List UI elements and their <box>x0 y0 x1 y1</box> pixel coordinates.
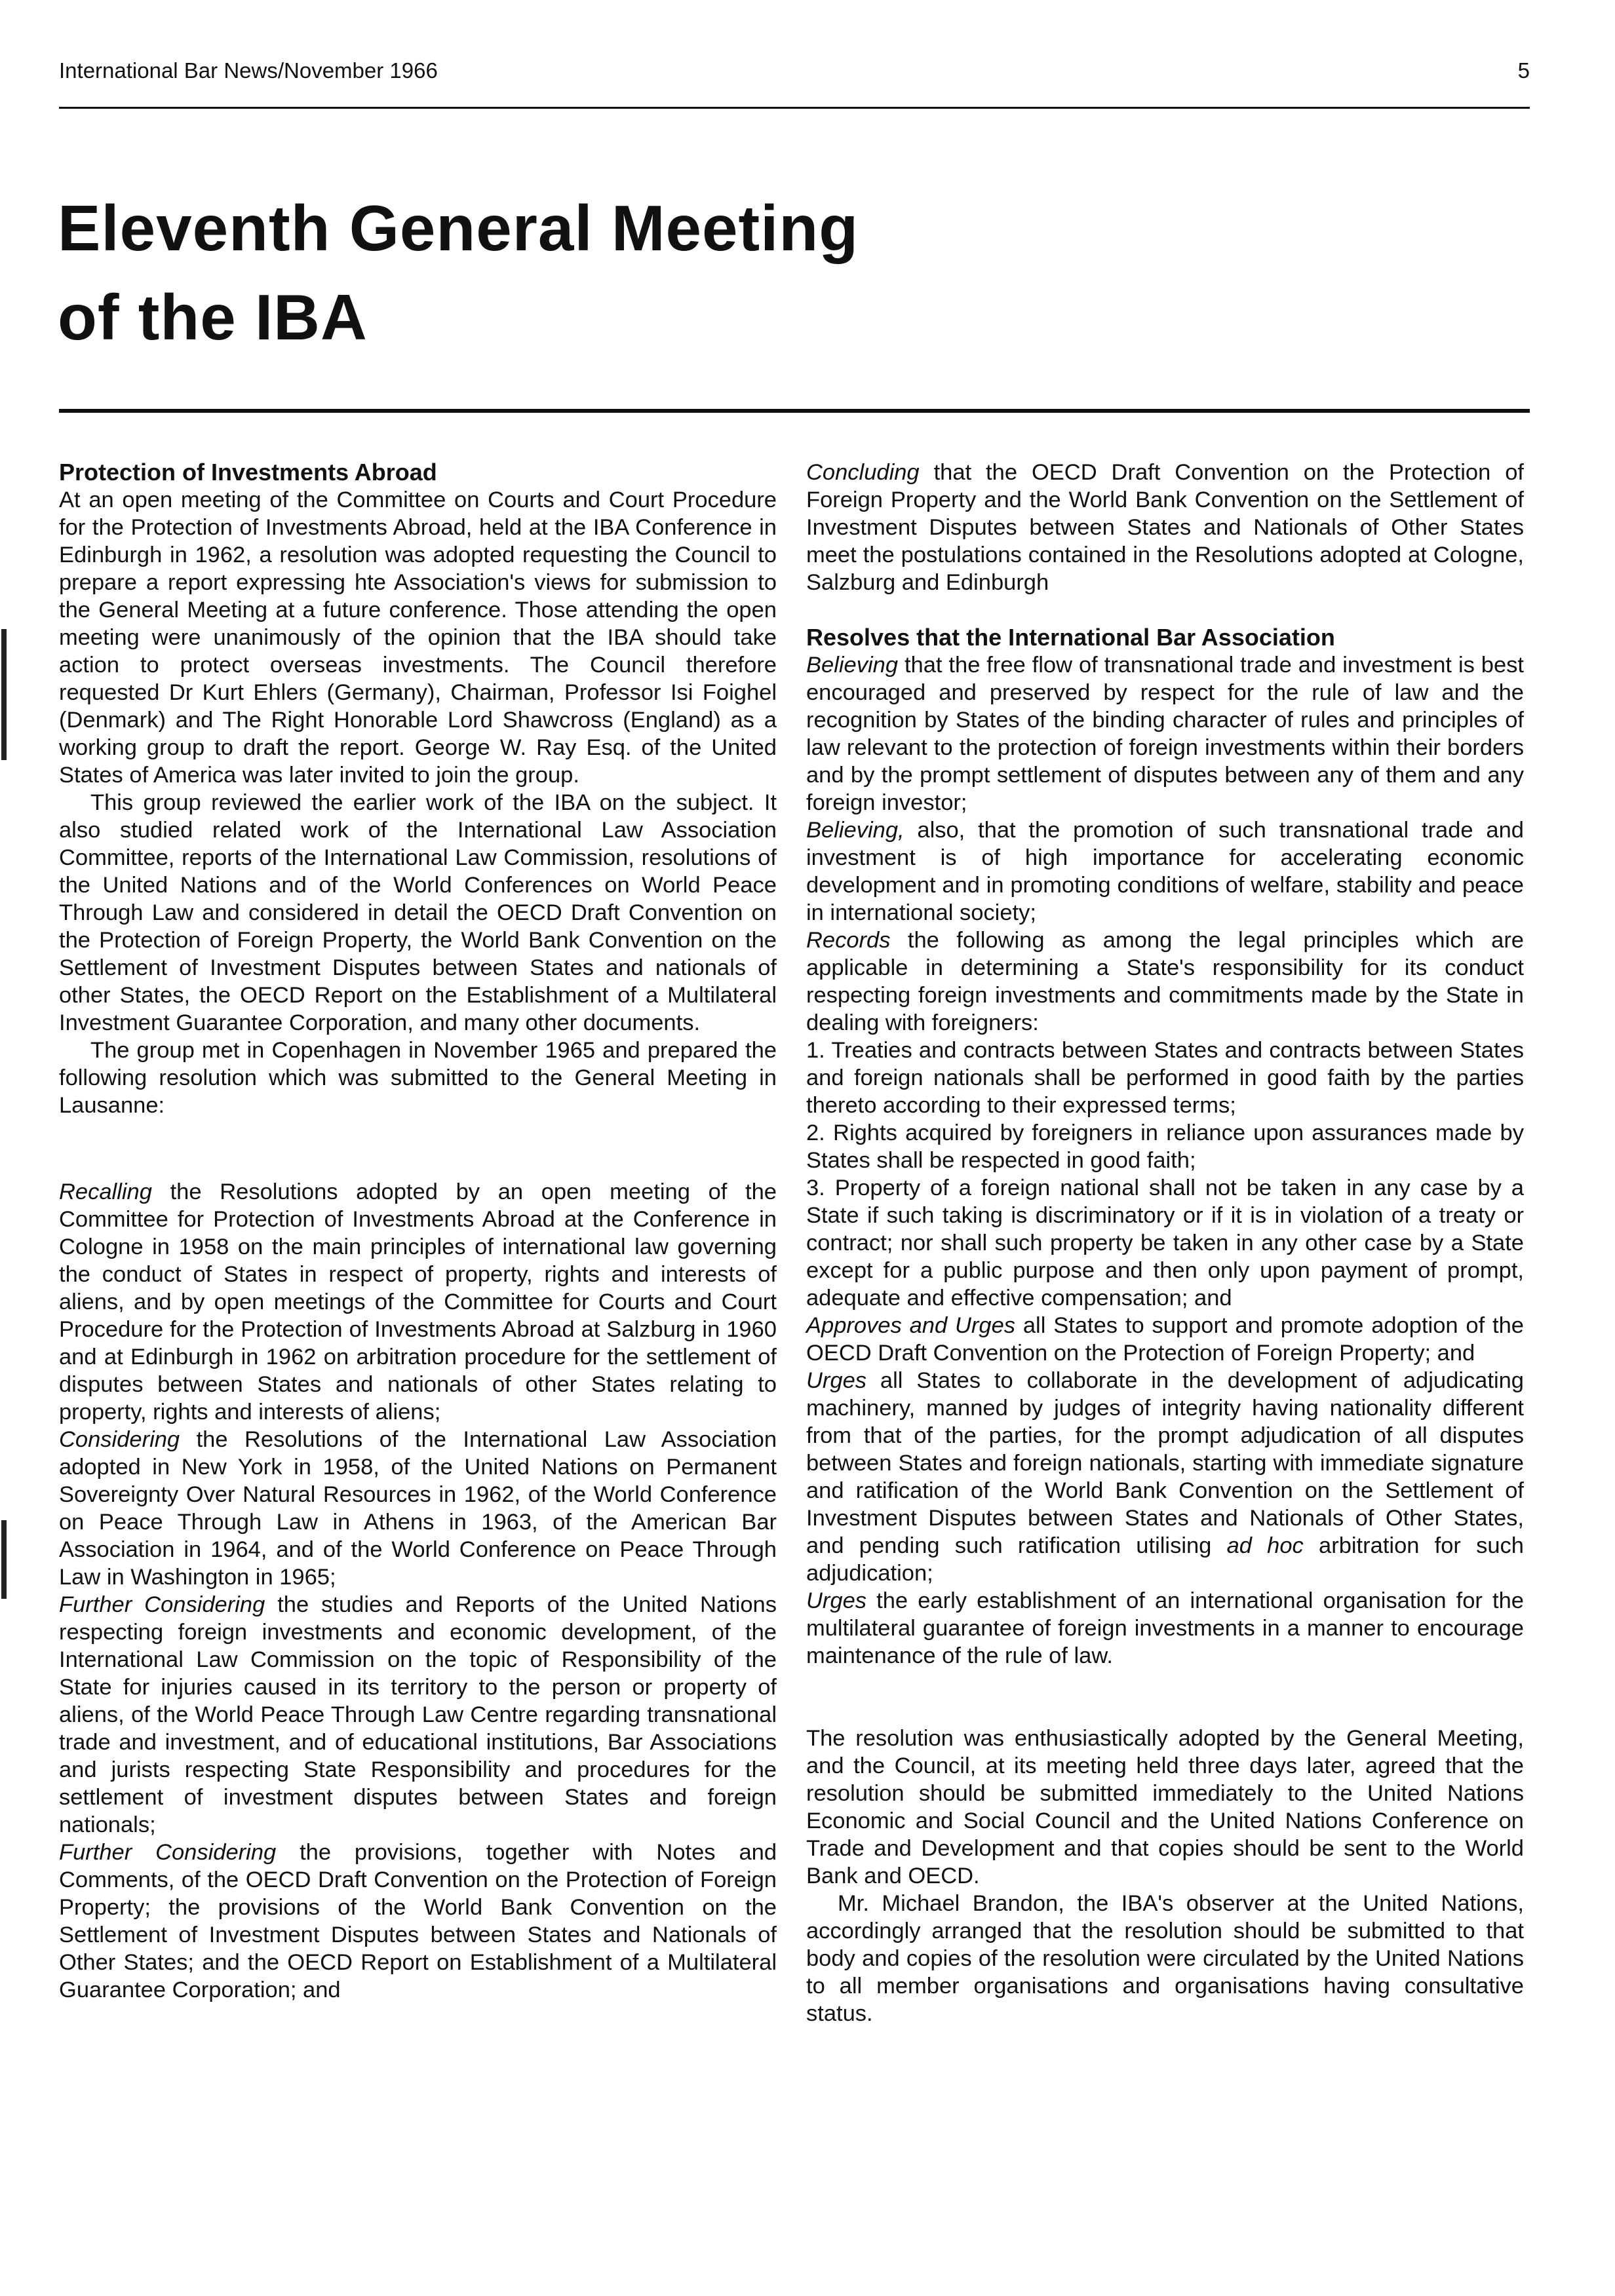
principle-item: 2. Rights acquired by foreigners in reliance upon assurances made by States shall be respected in good faith; <box>806 1120 1524 1173</box>
running-head <box>59 58 1530 84</box>
clause-lead: Approves and Urges <box>806 1313 1016 1338</box>
clause-lead: Concluding <box>806 460 920 485</box>
title-line-1: Eleventh General Meeting <box>58 192 859 264</box>
resolution-clause <box>806 651 1524 816</box>
paragraph: Mr. Michael Brandon, the IBA's observer at the United Nations, accordingly arranged that the resolution should be submitted to that body and copies of the resolution were circulated by the United Nations to all member organisations and organisations having consultative status. <box>806 1891 1524 2026</box>
clause-lead: Further Considering <box>59 1592 265 1617</box>
clause-lead: Recalling <box>59 1179 152 1204</box>
binding-mark <box>1 629 7 760</box>
article-title <box>58 183 1237 362</box>
resolution-clause <box>806 1367 1524 1587</box>
resolution-clause <box>806 816 1524 927</box>
publication-line: International Bar News/November 1966 <box>59 58 438 83</box>
spacer <box>806 1670 1524 1725</box>
clause-lead: Urges <box>806 1588 867 1613</box>
clause-lead: Urges <box>806 1368 867 1393</box>
clause-text: the early establishment of an international organisation for the multilateral guarantee of foreign investments in a manner to encourage maintenance of the rule of law. <box>806 1588 1524 1668</box>
clause-lead: Considering <box>59 1427 180 1452</box>
right-column <box>806 459 1524 2027</box>
clause-text: also, that the promotion of such transnational trade and investment is of high importance for accelerating economic development and in promoting conditions of welfare, stability and peace in international society; <box>806 818 1524 925</box>
clause-text: that the OECD Draft Convention on the Protection of Foreign Property and the World Bank Convention on the Settlement of Investment Disputes between States and Nationals of Other States meet the postulations contained in the Resolutions adopted at Cologne, Salzburg and Edinburgh <box>806 460 1524 595</box>
principle-item: 1. Treaties and contracts between States and contracts between States and foreign nationals shall be performed in good faith by the parties thereto according to their expressed terms; <box>806 1038 1524 1118</box>
resolution-clause <box>806 927 1524 1037</box>
resolves-heading: Resolves that the International Bar Association <box>806 624 1335 651</box>
clause-lead: Believing <box>806 653 899 678</box>
resolution-clause <box>806 1312 1524 1367</box>
header-rule <box>59 107 1530 109</box>
clause-text: all States to collaborate in the development of adjudicating machinery, manned by judges of integrity having nationality different from that of the parties, for the prompt adjudication of all disputes between States and foreign nationals, starting with immediate signature and ratification of the World Bank Convention on the Settlement of Investment Disputes between States and Nationals of Other States, and pending such ratification utilising <box>806 1368 1524 1558</box>
paragraph: This group reviewed the earlier work of the IBA on the subject. It also studied related work of the International Law Association Committee, reports of the International Law Commission, resolutions of the United Nations and of the World Conferences on World Peace Through Law and considered in detail the OECD Draft Convention on the Protection of Foreign Property, the World Bank Convention on the Settlement of Investment Disputes between States and nationals of other States, the OECD Report on the Establishment of a Multilateral Investment Guarantee Corporation, and many other documents. <box>59 790 777 1035</box>
binding-mark <box>1 1520 7 1599</box>
clause-lead: Records <box>806 928 891 953</box>
title-rule <box>59 409 1530 413</box>
resolution-clause <box>59 1839 777 2004</box>
resolution-clause <box>806 1587 1524 1670</box>
paragraph: The group met in Copenhagen in November 1965 and prepared the following resolution which was submitted to the General Meeting in Lausanne: <box>59 1038 777 1118</box>
left-column <box>59 459 777 2004</box>
clause-lead: Further Considering <box>59 1840 277 1865</box>
resolution-clause <box>59 1426 777 1591</box>
clause-text: the Resolutions adopted by an open meeting of the Committee for Protection of Investments Abroad at the Conference in Cologne in 1958 on the main principles of international law governing the conduct of States in respect of property, rights and interests of aliens, and by open meetings of the Committee for Courts and Court Procedure for the Protection of Investments Abroad at Salzburg in 1960 and at Edinburgh in 1962 on arbitration procedure for the settlement of disputes between States and nationals of other States relating to property, rights and interests of aliens; <box>59 1179 777 1425</box>
clause-lead: Believing, <box>806 818 905 843</box>
spacer <box>59 1119 777 1178</box>
clause-text: the following as among the legal principles which are applicable in determining a State's responsibility for its conduct respecting foreign investments and commitments made by the State in dealing with foreigners: <box>806 928 1524 1035</box>
principle-item: 3. Property of a foreign national shall not be taken in any case by a State if such taking is discriminatory or if it is in violation of a treaty or contract; nor shall such property be taken in any other case by a State except for a public purpose and then only upon payment of prompt, adequate and effective compensation; and <box>806 1176 1524 1311</box>
title-line-2: of the IBA <box>58 281 368 353</box>
clause-text: the Resolutions of the International Law Association adopted in New York in 1958, of the United Nations on Permanent Sovereignty Over Natural Resources in 1962, of the World Conference on Peace Through Law in Athens in 1963, of the American Bar Association in 1964, and of the World Conference on Peace Through Law in Washington in 1965; <box>59 1427 777 1590</box>
clause-text: that the free flow of transnational trade and investment is best encouraged and preserved by respect for the rule of law and the recognition by States of the binding character of rules and principles of law relevant to the protection of foreign investments within their borders and by the prompt settlement of disputes between any of them and any foreign investor; <box>806 653 1524 815</box>
spacer <box>806 596 1524 624</box>
clause-text: the provisions, together with Notes and Comments, of the OECD Draft Convention on the Protection of Foreign Property; the provisions of the World Bank Convention on the Settlement of Investment Disputes between States and Nationals of Other States; and the OECD Report on Establishment of a Multilateral Guarantee Corporation; and <box>59 1840 777 2002</box>
resolution-clause <box>806 459 1524 596</box>
resolution-clause <box>59 1178 777 1426</box>
page-number: 5 <box>1517 58 1530 83</box>
clause-text: all States to support and promote adoption of the OECD Draft Convention on the Protection of Foreign Property; and <box>806 1313 1524 1366</box>
paragraph: At an open meeting of the Committee on Courts and Court Procedure for the Protection of Investments Abroad, held at the IBA Conference in Edinburgh in 1962, a resolution was adopted requesting the Council to prepare a report expressing hte Association's views for submission to the General Meeting at a future conference. Those attending the open meeting were unanimously of the opinion that the IBA should take action to protect overseas investments. The Council therefore requested Dr Kurt Ehlers (Germany), Chairman, Professor Isi Foighel (Denmark) and The Right Honorable Lord Shawcross (England) as a working group to draft the report. George W. Ray Esq. of the United States of America was later invited to join the group. <box>59 488 777 788</box>
ad-hoc-term: ad hoc <box>1226 1533 1304 1558</box>
clause-text: arbitration for such adjudication; <box>806 1533 1524 1586</box>
resolution-clause <box>59 1591 777 1839</box>
paragraph: The resolution was enthusiastically adopted by the General Meeting, and the Council, at its meeting held three days later, agreed that the resolution should be submitted immediately to the United Nations Economic and Social Council and the United Nations Conference on Trade and Development and that copies should be sent to the World Bank and OECD. <box>806 1726 1524 1888</box>
section-heading: Protection of Investments Abroad <box>59 459 437 486</box>
clause-text: the studies and Reports of the United Nations respecting foreign investments and economic development, of the International Law Commission on the topic of Responsibility of the State for injuries caused in its territory to the person or property of aliens, of the World Peace Through Law Centre regarding transnational trade and investment, and of educational institutions, Bar Associations and jurists respecting State Responsibility and procedures for the settlement of investment disputes between States and foreign nationals; <box>59 1592 777 1837</box>
